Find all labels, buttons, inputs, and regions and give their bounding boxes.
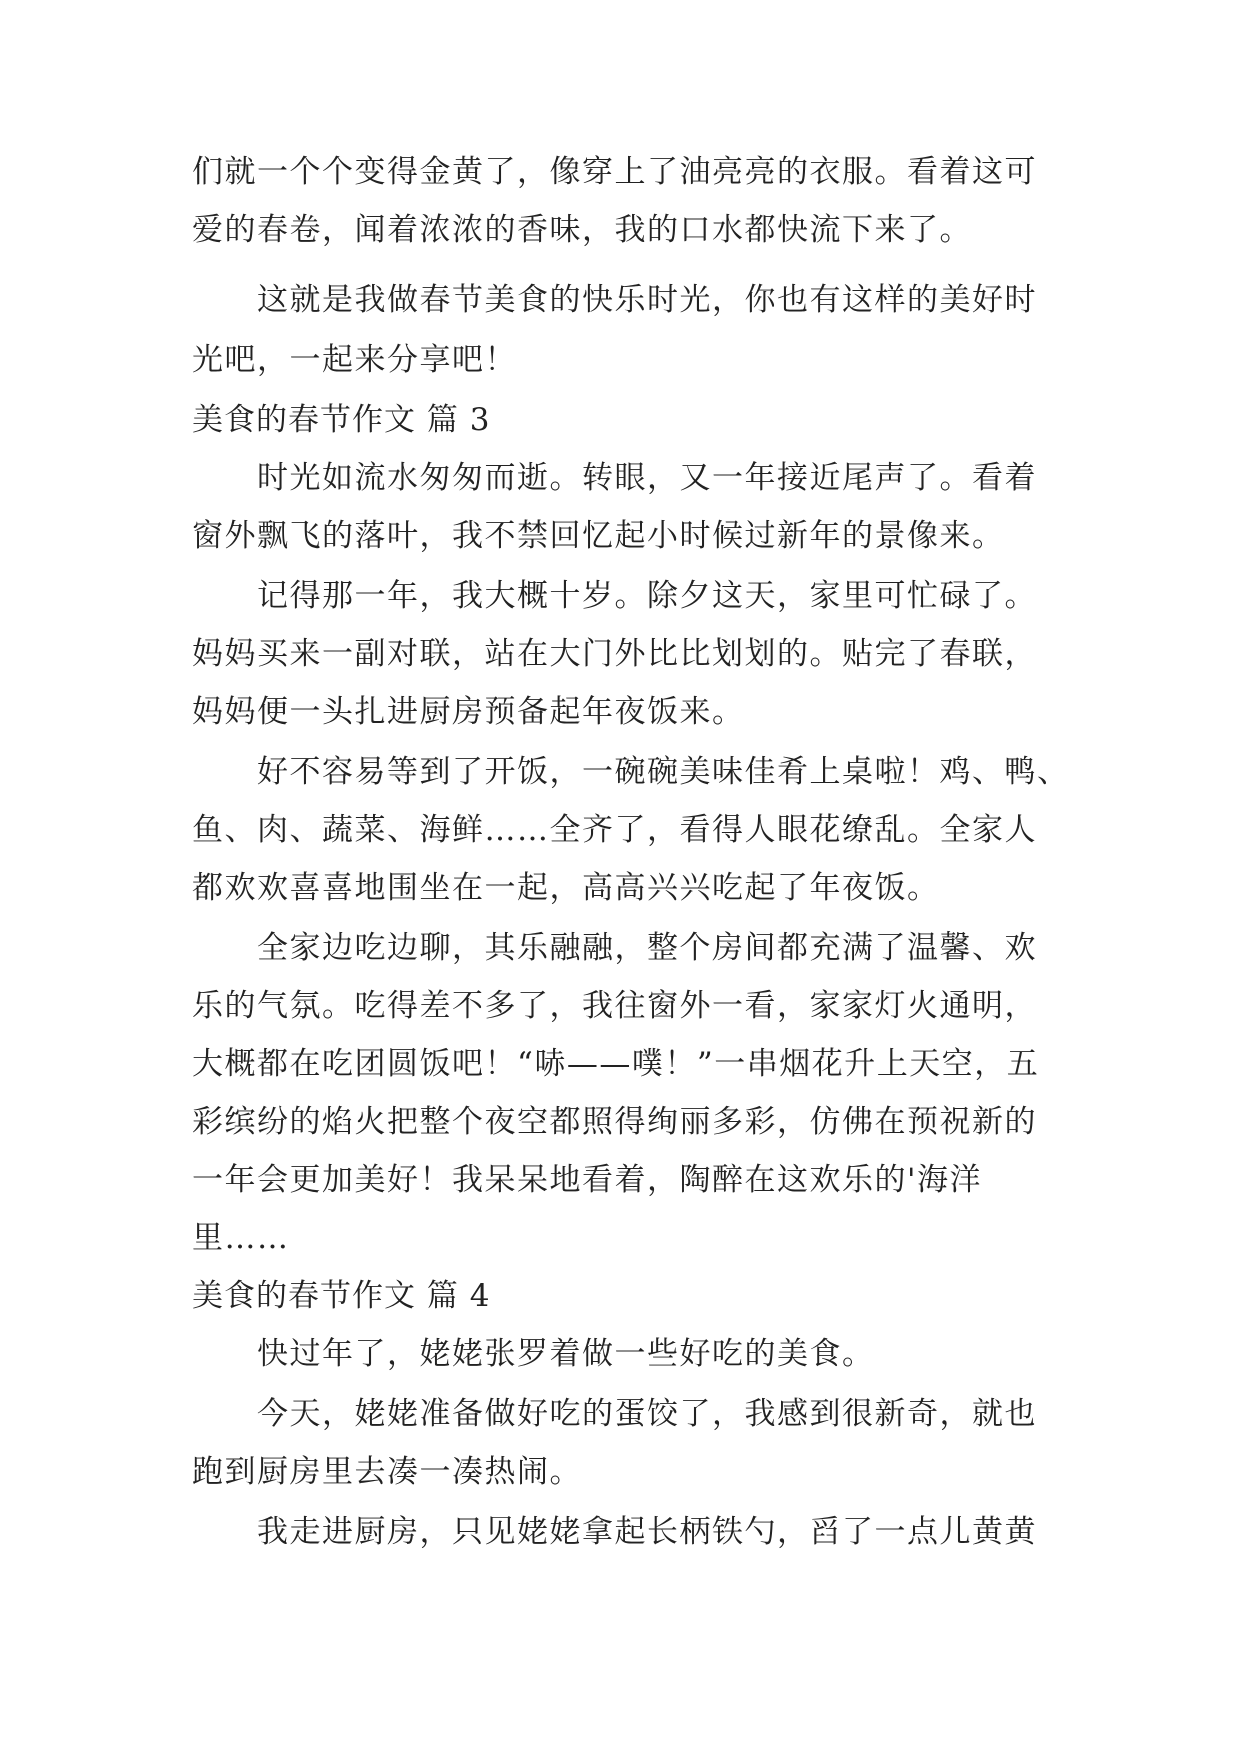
text-line: 跑到厨房里去凑一凑热闹。 [192,1454,582,1490]
text-line: 鱼、肉、蔬菜、海鲜……全齐了，看得人眼花缭乱。全家人 [192,812,1037,848]
paragraph-first-line: 我走进厨房，只见姥姥拿起长柄铁勺，舀了一点儿黄黄 [257,1514,1037,1550]
text-line: 一年会更加美好！我呆呆地看着，陶醉在这欢乐的'海洋 [192,1162,983,1198]
text-line: 光吧，一起来分享吧！ [192,342,517,378]
text-line: 都欢欢喜喜地围坐在一起，高高兴兴吃起了年夜饭。 [192,870,940,906]
paragraph-first-line: 快过年了，姥姥张罗着做一些好吃的美食。 [257,1336,875,1372]
paragraph-first-line: 记得那一年，我大概十岁。除夕这天，家里可忙碌了。 [257,578,1037,614]
text-line: 窗外飘飞的落叶，我不禁回忆起小时候过新年的景像来。 [192,518,1005,554]
paragraph-first-line: 今天，姥姥准备做好吃的蛋饺了，我感到很新奇，就也 [257,1396,1037,1432]
text-line: 里…… [192,1220,290,1256]
text-line: 妈妈买来一副对联，站在大门外比比划划的。贴完了春联， [192,636,1037,672]
text-line: 大概都在吃团圆饭吧！“哧——噗！”一串烟花升上天空，五 [192,1046,1040,1082]
text-line: 乐的气氛。吃得差不多了，我往窗外一看，家家灯火通明， [192,988,1037,1024]
paragraph-first-line: 这就是我做春节美食的快乐时光，你也有这样的美好时 [257,282,1037,318]
text-line: 们就一个个变得金黄了，像穿上了油亮亮的衣服。看着这可 [192,154,1037,190]
text-line: 妈妈便一头扎进厨房预备起年夜饭来。 [192,694,745,730]
section-heading-4: 美食的春节作文 篇 4 [192,1278,491,1314]
text-line: 彩缤纷的焰火把整个夜空都照得绚丽多彩，仿佛在预祝新的 [192,1104,1037,1140]
paragraph-first-line: 时光如流水匆匆而逝。转眼，又一年接近尾声了。看着 [257,460,1037,496]
paragraph-first-line: 全家边吃边聊，其乐融融，整个房间都充满了温馨、欢 [257,930,1037,966]
section-heading-3: 美食的春节作文 篇 3 [192,402,491,438]
text-line: 爱的春卷，闻着浓浓的香味，我的口水都快流下来了。 [192,212,972,248]
paragraph-first-line: 好不容易等到了开饭，一碗碗美味佳肴上桌啦！鸡、鸭、 [257,754,1070,790]
